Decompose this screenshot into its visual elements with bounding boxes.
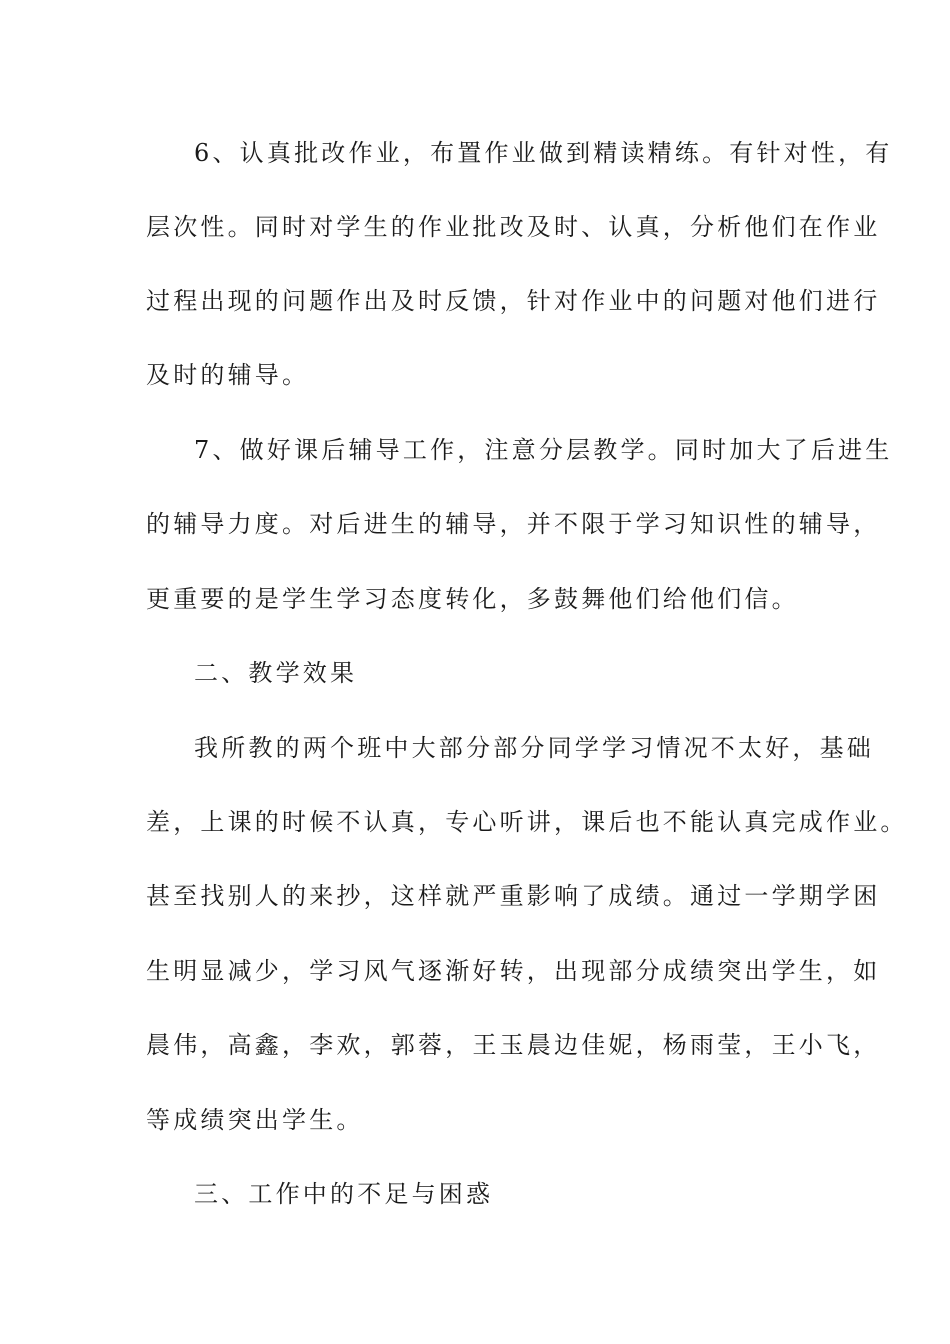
paragraph-7-line-1: 7、做好课后辅导工作，注意分层教学。同时加大了后进生: [194, 436, 893, 464]
paragraph-7-line-3: 更重要的是学生学习态度转化，多鼓舞他们给他们信。: [146, 585, 799, 613]
section-heading-teaching-effect: 二、教学效果: [194, 659, 358, 687]
paragraph-effect-line-6: 等成绩突出学生。: [146, 1106, 364, 1134]
paragraph-effect-line-2: 差，上课的时候不认真，专心听讲，课后也不能认真完成作业。: [146, 808, 908, 836]
paragraph-7-line-2: 的辅导力度。对后进生的辅导，并不限于学习知识性的辅导，: [146, 510, 881, 538]
section-heading-shortcomings: 三、工作中的不足与困惑: [194, 1180, 494, 1208]
paragraph-6-line-2: 层次性。同时对学生的作业批改及时、认真，分析他们在作业: [146, 213, 881, 241]
paragraph-effect-line-5: 晨伟，高鑫，李欢，郭蓉，王玉晨边佳妮，杨雨莹，王小飞，: [146, 1031, 881, 1059]
paragraph-6-line-4: 及时的辅导。: [146, 361, 310, 389]
paragraph-6-line-1: 6、认真批改作业，布置作业做到精读精练。有针对性，有: [194, 139, 893, 167]
paragraph-effect-line-4: 生明显减少，学习风气逐渐好转，出现部分成绩突出学生，如: [146, 957, 881, 985]
paragraph-effect-line-1: 我所教的两个班中大部分部分同学学习情况不太好，基础: [194, 734, 874, 762]
paragraph-6-line-3: 过程出现的问题作出及时反馈，针对作业中的问题对他们进行: [146, 287, 881, 315]
paragraph-effect-line-3: 甚至找别人的来抄，这样就严重影响了成绩。通过一学期学困: [146, 882, 881, 910]
